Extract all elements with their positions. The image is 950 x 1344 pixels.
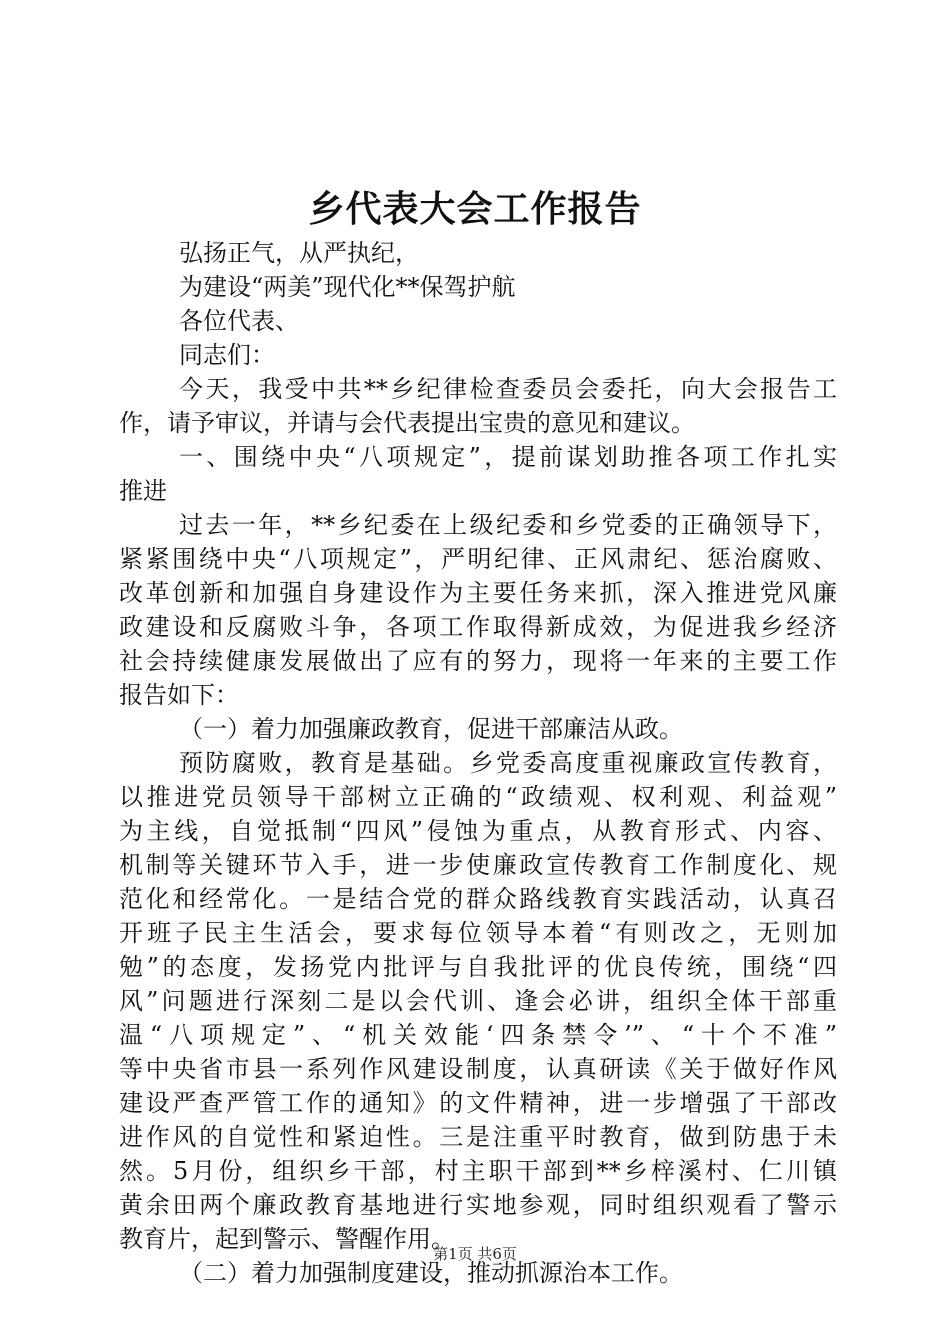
text-line: 黄余田两个廉政教育基地进行实地参观，同时组织观看了警示: [119, 1191, 837, 1219]
text-line: 温“八项规定”、“机关效能‘四条禁令’”、“十个不准”: [119, 1021, 837, 1049]
text-line: 各位代表、: [179, 307, 299, 335]
text-line: 教育片，起到警示、警醒作用。: [119, 1225, 455, 1253]
text-line: 等中央省市县一系列作风建设制度，认真研读《关于做好作风: [119, 1055, 837, 1083]
section-heading: 推进: [119, 477, 167, 505]
text-line: 改革创新和加强自身建设作为主要任务来抓，深入推进党风廉: [119, 579, 837, 607]
text-line: 以推进党员领导干部树立正确的“政绩观、权利观、利益观”: [119, 783, 837, 811]
text-line: 报告如下：: [119, 681, 239, 709]
page-number-footer: 第1页 共6页: [433, 1245, 517, 1263]
text-line: 今天，我受中共**乡纪律检查委员会委托，向大会报告工: [179, 375, 837, 403]
text-line: 为主线，自觉抵制“四风”侵蚀为重点，从教育形式、内容、: [119, 817, 837, 845]
document-title: 乡代表大会工作报告: [308, 188, 642, 230]
text-line: 预防腐败，教育是基础。乡党委高度重视廉政宣传教育，: [179, 749, 837, 777]
section-heading: 一、围绕中央“八项规定”，提前谋划助推各项工作扎实: [179, 443, 837, 471]
text-line: 同志们：: [179, 341, 275, 369]
text-line: 勉”的态度，发扬党内批评与自我批评的优良传统，围绕“四: [119, 953, 837, 981]
text-line: 建设严查严管工作的通知》的文件精神，进一步增强了干部改: [119, 1089, 837, 1117]
subsection-heading: （二）着力加强制度建设，推动抓源治本工作。: [179, 1259, 683, 1287]
text-line: 机制等关键环节入手，进一步使廉政宣传教育工作制度化、规: [119, 851, 837, 879]
text-line: 政建设和反腐败斗争，各项工作取得新成效，为促进我乡经济: [119, 613, 837, 641]
text-line: 范化和经常化。一是结合党的群众路线教育实践活动，认真召: [119, 885, 837, 913]
text-line: 然。5月份，组织乡干部，村主职干部到**乡梓溪村、仁川镇: [119, 1157, 837, 1185]
text-line: 为建设“两美”现代化**保驾护航: [179, 273, 516, 301]
text-line: 风”问题进行深刻二是以会代训、逢会必讲，组织全体干部重: [119, 987, 837, 1015]
subsection-heading: （一）着力加强廉政教育，促进干部廉洁从政。: [179, 715, 683, 743]
text-line: 进作风的自觉性和紧迫性。三是注重平时教育，做到防患于未: [119, 1123, 837, 1151]
text-line: 弘扬正气，从严执纪，: [179, 239, 419, 267]
text-line: 开班子民主生活会，要求每位领导本着“有则改之，无则加: [119, 919, 837, 947]
text-line: 作，请予审议，并请与会代表提出宝贵的意见和建议。: [119, 409, 695, 437]
text-line: 紧紧围绕中央“八项规定”，严明纪律、正风肃纪、惩治腐败、: [119, 545, 837, 573]
document-body: [119, 236, 837, 1290]
text-line: 社会持续健康发展做出了应有的努力，现将一年来的主要工作: [119, 647, 837, 675]
text-line: 过去一年，**乡纪委在上级纪委和乡党委的正确领导下，: [179, 511, 837, 539]
